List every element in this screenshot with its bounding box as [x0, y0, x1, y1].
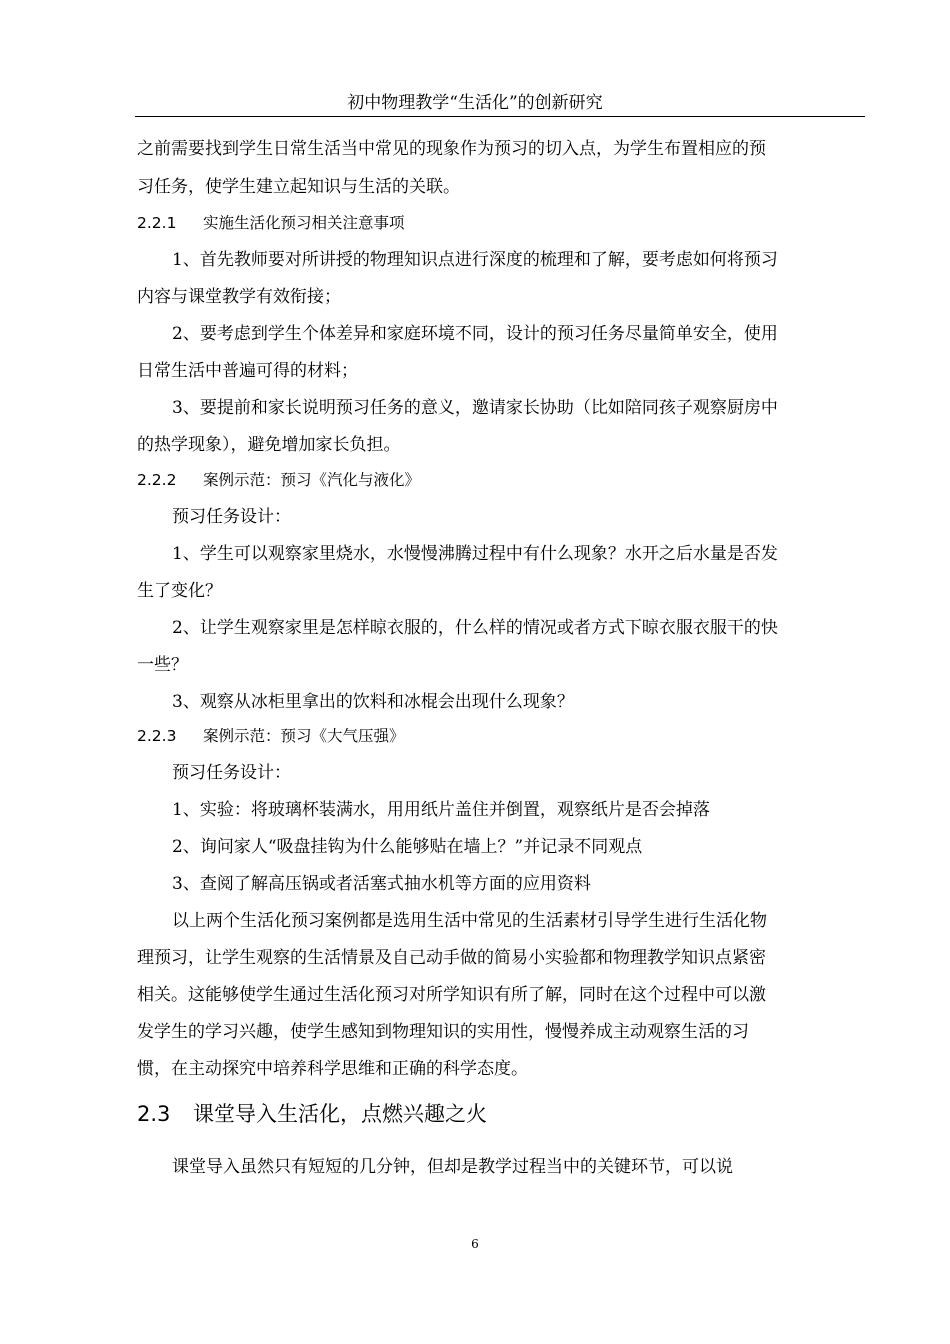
section-number: 2.2.3: [137, 727, 177, 745]
section-heading-2-3: [137, 1100, 487, 1128]
body-line: 预习任务设计：: [172, 763, 291, 783]
section-heading-2-2-2: [137, 469, 420, 491]
body-line: 生了变化？: [137, 581, 222, 601]
body-line: 相关。这能够使学生通过生活化预习对所学知识有所了解，同时在这个过程中可以激: [137, 985, 766, 1005]
body-line: 3、观察从冰柜里拿出的饮料和冰棍会出现什么现象？: [172, 692, 574, 712]
body-line: 3、查阅了解高压锅或者活塞式抽水机等方面的应用资料: [172, 874, 591, 894]
header-divider: [135, 116, 865, 117]
body-line: 2、询问家人“吸盘挂钩为什么能够贴在墙上？”并记录不同观点: [172, 837, 643, 857]
body-line: 课堂导入虽然只有短短的几分钟，但却是教学过程当中的关键环节，可以说: [172, 1157, 733, 1177]
body-line: 以上两个生活化预习案例都是选用生活中常见的生活素材引导学生进行生活化物: [172, 911, 767, 931]
section-number: 2.3: [137, 1102, 171, 1126]
body-line: 之前需要找到学生日常生活当中常见的现象作为预习的切入点，为学生布置相应的预: [137, 139, 766, 159]
body-line: 内容与课堂教学有效衔接；: [137, 287, 341, 307]
section-heading-2-2-3: [137, 725, 405, 747]
body-line: 习任务，使学生建立起知识与生活的关联。: [137, 177, 460, 197]
section-title: 课堂导入生活化，点燃兴趣之火: [193, 1102, 487, 1126]
body-line: 理预习，让学生观察的生活情景及自己动手做的简易小实验都和物理教学知识点紧密: [137, 948, 766, 968]
body-line: 预习任务设计：: [172, 507, 291, 527]
section-title: 案例示范：预习《汽化与液化》: [203, 471, 421, 489]
section-title: 案例示范：预习《大气压强》: [203, 727, 405, 745]
body-line: 2、让学生观察家里是怎样晾衣服的，什么样的情况或者方式下晾衣服衣服干的快: [172, 618, 778, 638]
body-line: 惯，在主动探究中培养科学思维和正确的科学态度。: [137, 1059, 528, 1079]
section-title: 实施生活化预习相关注意事项: [203, 214, 405, 232]
body-line: 日常生活中普遍可得的材料；: [137, 361, 358, 381]
page-number: 6: [471, 1237, 479, 1251]
body-line: 1、实验：将玻璃杯装满水，用用纸片盖住并倒置，观察纸片是否会掉落: [172, 800, 710, 820]
section-heading-2-2-1: [137, 212, 405, 234]
body-line: 的热学现象），避免增加家长负担。: [137, 435, 401, 455]
section-number: 2.2.2: [137, 471, 177, 489]
body-line: 3、要提前和家长说明预习任务的意义，邀请家长协助（比如陪同孩子观察厨房中: [172, 398, 778, 418]
section-number: 2.2.1: [137, 214, 177, 232]
body-line: 1、学生可以观察家里烧水，水慢慢沸腾过程中有什么现象？水开之后水量是否发: [172, 544, 778, 564]
running-header: 初中物理教学“生活化”的创新研究: [347, 93, 603, 113]
body-line: 2、要考虑到学生个体差异和家庭环境不同，设计的预习任务尽量简单安全，使用: [172, 324, 778, 344]
body-line: 一些？: [137, 655, 188, 675]
body-line: 1、首先教师要对所讲授的物理知识点进行深度的梳理和了解，要考虑如何将预习: [172, 250, 778, 270]
body-line: 发学生的学习兴趣，使学生感知到物理知识的实用性，慢慢养成主动观察生活的习: [137, 1022, 749, 1042]
